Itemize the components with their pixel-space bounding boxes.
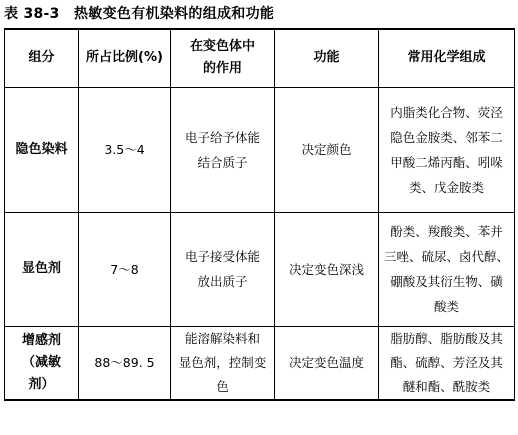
ratio-cell: 7～8: [79, 212, 171, 326]
ratio-cell: 3.5～4: [79, 87, 171, 212]
role-cell: [171, 212, 275, 326]
role-line: 电子接受体能: [184, 249, 260, 264]
composition-line: 隐色金胺类、邻苯二: [390, 129, 503, 145]
composition-line: 酸类: [433, 299, 459, 314]
table-header-row: [5, 29, 515, 87]
table-caption: 表 38-3 热敏变色有机染料的组成和功能: [4, 6, 275, 22]
composition-line: 脂肪醇、脂肪酸及其: [390, 330, 503, 346]
ratio-cell: 88～89. 5: [79, 326, 171, 400]
component-name-line: （减敏: [21, 354, 61, 370]
composition-line: 类、戊金胺类: [408, 179, 484, 195]
header-component: 组分: [5, 29, 79, 87]
composition-table: [4, 28, 515, 401]
table-row: [5, 87, 515, 212]
component-name: 显色剂: [5, 212, 79, 326]
composition-line: 硼酸及其衍生物、磺: [390, 274, 503, 289]
role-cell: [171, 87, 275, 212]
header-ratio: 所占比例(%): [79, 29, 171, 87]
role-line: 能溶解染料和: [184, 330, 260, 346]
component-name-line: 增感剂: [21, 332, 61, 348]
role-line: 显色剂，控制变: [178, 354, 267, 370]
role-line: 电子给予体能: [184, 129, 260, 145]
component-name: [5, 326, 79, 400]
header-role-line1: 在变色体中: [189, 39, 255, 55]
header-role: [171, 29, 275, 87]
function-cell: 决定颜色: [275, 87, 379, 212]
function-cell: 决定变色温度: [275, 326, 379, 400]
role-cell: [171, 326, 275, 400]
composition-line: 内脂类化合物、荧泾: [390, 104, 503, 120]
table-row: [5, 326, 515, 400]
composition-line: 醚和酯、酰胺类: [402, 378, 491, 394]
composition-line: 三唑、硫尿、卤代醇、: [383, 249, 509, 264]
function-cell: 决定变色深浅: [275, 212, 379, 326]
role-line: 结合质子: [197, 154, 248, 170]
component-name-line: 剂）: [28, 376, 55, 392]
header-function: 功能: [275, 29, 379, 87]
composition-cell: [379, 326, 515, 400]
header-composition: 常用化学组成: [379, 29, 515, 87]
header-role-line2: 的作用: [202, 61, 242, 77]
composition-cell: [379, 87, 515, 212]
composition-line: 酚类、羧酸类、苯并: [390, 224, 503, 239]
role-line: 放出质子: [197, 274, 248, 289]
composition-line: 甲酸二烯丙酯、吲哚: [390, 154, 503, 170]
table-row: [5, 212, 515, 326]
composition-line: 酯、硫醇、芳泾及其: [390, 354, 503, 370]
role-line: 色: [216, 378, 229, 394]
component-name: 隐色染料: [5, 87, 79, 212]
composition-cell: [379, 212, 515, 326]
